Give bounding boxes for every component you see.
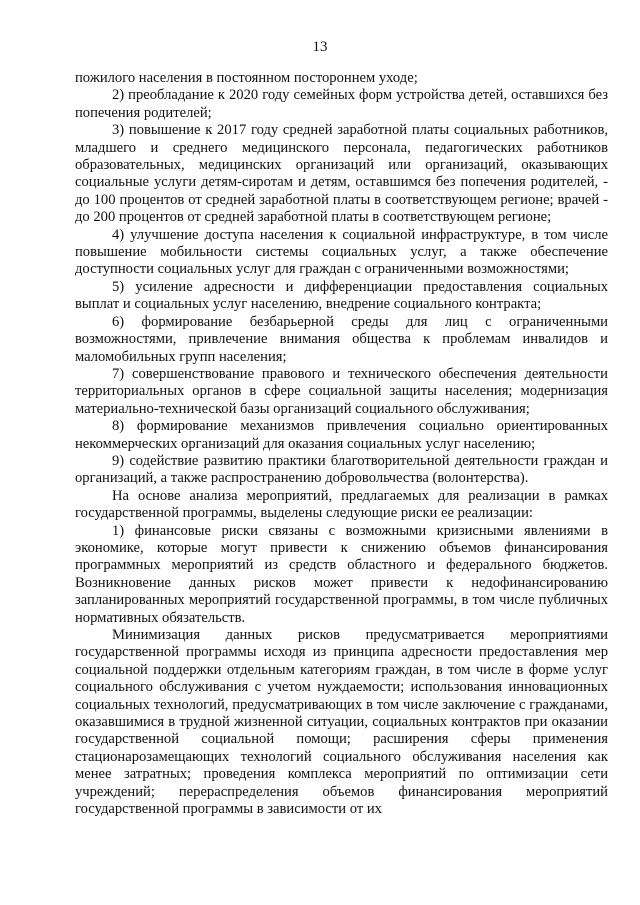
paragraph-continuation: пожилого населения в постоянном постороннем уходе;	[75, 70, 418, 86]
paragraph-item-5: 5) усиление адресности и дифференциации предоставления социальных выплат и социальных услуг населению, внедрение социального контракта;	[75, 278, 608, 313]
page-number: 13	[312, 39, 328, 55]
paragraph-risks-intro: На основе анализа мероприятий, предлагаемых для реализации в рамках государственной программы, выделены следующие риски ее реализации:	[75, 487, 608, 522]
paragraph-item-6: 6) формирование безбарьерной среды для лиц с ограниченными возможностями, привлечение внимания общества к проблемам инвалидов и маломобильных групп населения;	[75, 313, 608, 365]
paragraph-item-3: 3) повышение к 2017 году средней заработной платы социальных работников, младшего и среднего медицинского персонала, педагогических работников образовательных, медицинских организаций или организаций, оказывающих социальные услуги детям-сиротам и детям, оставшимся без попечения родителей, - до 100 процентов от средней заработной платы в соответствующем регионе; врачей - до 200 процентов от средней заработной платы в соответствующем регионе;	[75, 122, 608, 226]
paragraph-item-9: 9) содействие развитию практики благотворительной деятельности граждан и организаций, а также распространению добровольчества (волонтерства).	[75, 452, 608, 487]
paragraph-item-2: 2) преобладание к 2020 году семейных форм устройства детей, оставшихся без попечения родителей;	[75, 87, 608, 121]
paragraph-item-4: 4) улучшение доступа населения к социальной инфраструктуре, в том числе повышение мобильности системы социальных услуг, а также обеспечение доступности социальных услуг для граждан с ограниченными возможностями;	[75, 226, 608, 278]
paragraph-item-8: 8) формирование механизмов привлечения социально ориентированных некоммерческих организаций для оказания социальных услуг населению;	[75, 418, 608, 452]
paragraph-risk-minimization: Минимизация данных рисков предусматривается мероприятиями государственной программы исходя из принципа адресности предоставления мер социальной поддержки отдельным категориям граждан, в том числе в форме услуг социального обслуживания с учетом нуждаемости; использования инновационных социальных технологий, предусматривающих в том числе заключение с гражданами, оказавшимися в трудной жизненной ситуации, социальных контрактов при оказании государственной социальной помощи; расширения сферы применения стационарозамещающих технологий социального обслуживания населения как менее затратных; проведения комплекса мероприятий по оптимизации сети учреждений; перераспределения объемов финансирования мероприятий государственной программы в зависимости от их	[75, 627, 608, 818]
paragraph-financial-risks: 1) финансовые риски связаны с возможными кризисными явлениями в экономике, которые могут привести к снижению объемов финансирования программных мероприятий из средств областного и федерального бюджетов. Возникновение данных рисков может привести к недофинансированию запланированных мероприятий государственной программы, в том числе публичных нормативных обязательств.	[75, 522, 608, 626]
paragraph-item-7: 7) совершенствование правового и технического обеспечения деятельности территориальных органов в сфере социальной защиты населения; модернизация материально-технической базы организаций социального обслуживания;	[75, 365, 608, 417]
document-body	[75, 70, 608, 818]
